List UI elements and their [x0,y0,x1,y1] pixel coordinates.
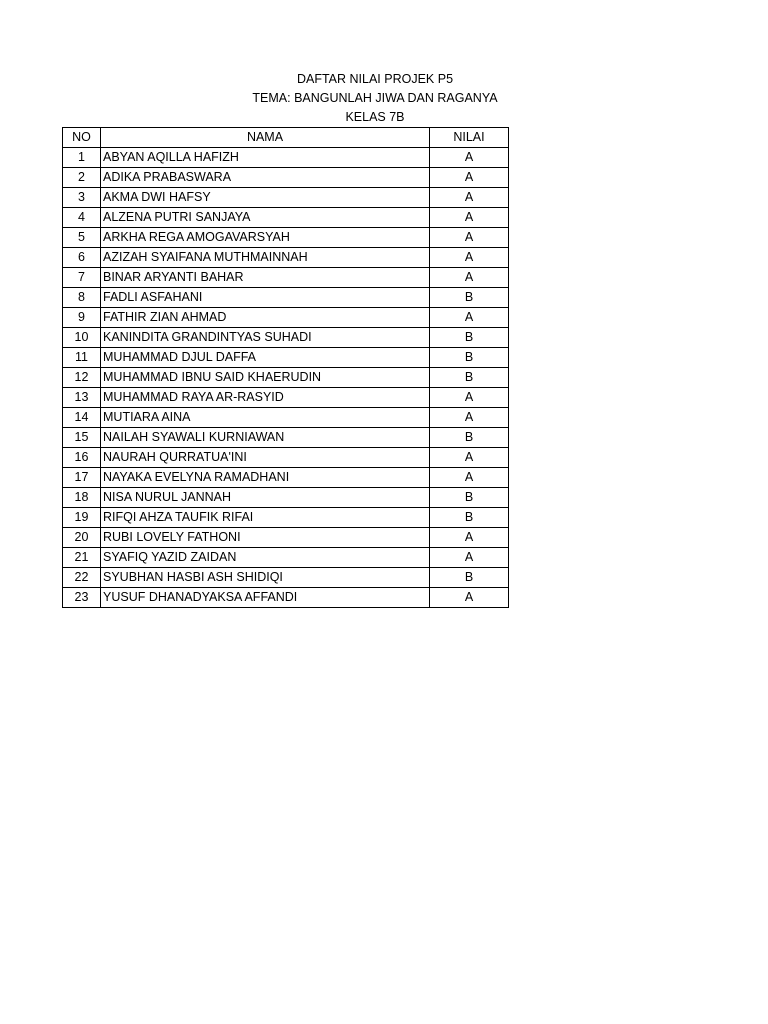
cell-no: 6 [63,248,101,268]
cell-nama: SYUBHAN HASBI ASH SHIDIQI [101,568,430,588]
cell-no: 19 [63,508,101,528]
table-row [63,188,509,208]
table-row [63,448,509,468]
cell-no: 13 [63,388,101,408]
cell-nilai: A [430,468,509,488]
cell-nama: ABYAN AQILLA HAFIZH [101,148,430,168]
table-row [63,528,509,548]
cell-no: 18 [63,488,101,508]
cell-nama: AKMA DWI HAFSY [101,188,430,208]
cell-nama: MUTIARA AINA [101,408,430,428]
cell-nilai: A [430,528,509,548]
cell-nilai: A [430,168,509,188]
cell-nilai: A [430,588,509,608]
table-row [63,548,509,568]
cell-nilai: A [430,188,509,208]
cell-nama: AZIZAH SYAIFANA MUTHMAINNAH [101,248,430,268]
cell-nama: RUBI LOVELY FATHONI [101,528,430,548]
cell-no: 12 [63,368,101,388]
table-row [63,148,509,168]
cell-no: 11 [63,348,101,368]
cell-nilai: A [430,228,509,248]
cell-no: 4 [63,208,101,228]
table-row [63,168,509,188]
cell-no: 10 [63,328,101,348]
cell-nama: MUHAMMAD RAYA AR-RASYID [101,388,430,408]
table-body [63,148,509,608]
table-row [63,308,509,328]
cell-nilai: A [430,248,509,268]
cell-no: 5 [63,228,101,248]
cell-nilai: B [430,348,509,368]
document-theme: TEMA: BANGUNLAH JIWA DAN RAGANYA [252,91,498,105]
cell-nama: ADIKA PRABASWARA [101,168,430,188]
cell-nilai: A [430,548,509,568]
cell-nilai: A [430,448,509,468]
cell-nama: YUSUF DHANADYAKSA AFFANDI [101,588,430,608]
cell-nama: FATHIR ZIAN AHMAD [101,308,430,328]
cell-nilai: B [430,488,509,508]
table-row [63,248,509,268]
table-row [63,348,509,368]
cell-nilai: B [430,288,509,308]
cell-nama: NAILAH SYAWALI KURNIAWAN [101,428,430,448]
column-header-nama: NAMA [101,128,430,148]
cell-nilai: A [430,408,509,428]
table-row [63,428,509,448]
cell-no: 1 [63,148,101,168]
table-row [63,328,509,348]
cell-nama: MUHAMMAD IBNU SAID KHAERUDIN [101,368,430,388]
table-header-row [63,128,509,148]
table-row [63,488,509,508]
cell-nama: MUHAMMAD DJUL DAFFA [101,348,430,368]
cell-nilai: B [430,368,509,388]
table-row [63,568,509,588]
cell-nama: RIFQI AHZA TAUFIK RIFAI [101,508,430,528]
cell-no: 22 [63,568,101,588]
cell-nilai: A [430,148,509,168]
cell-nilai: A [430,208,509,228]
document-header [100,70,650,127]
cell-no: 8 [63,288,101,308]
cell-no: 23 [63,588,101,608]
table-row [63,208,509,228]
cell-nama: BINAR ARYANTI BAHAR [101,268,430,288]
cell-nilai: B [430,508,509,528]
table-row [63,408,509,428]
cell-no: 17 [63,468,101,488]
cell-no: 14 [63,408,101,428]
cell-no: 16 [63,448,101,468]
table-row [63,588,509,608]
cell-no: 3 [63,188,101,208]
cell-nilai: A [430,268,509,288]
document-class: KELAS 7B [345,110,405,124]
cell-nilai: B [430,328,509,348]
cell-no: 9 [63,308,101,328]
grade-table [62,127,509,608]
table-row [63,268,509,288]
cell-nama: KANINDITA GRANDINTYAS SUHADI [101,328,430,348]
table-row [63,468,509,488]
cell-nilai: A [430,388,509,408]
cell-nama: NAURAH QURRATUA'INI [101,448,430,468]
table-row [63,368,509,388]
cell-no: 7 [63,268,101,288]
cell-nilai: B [430,428,509,448]
cell-no: 15 [63,428,101,448]
column-header-no: NO [63,128,101,148]
cell-nama: NAYAKA EVELYNA RAMADHANI [101,468,430,488]
cell-no: 21 [63,548,101,568]
document-title: DAFTAR NILAI PROJEK P5 [296,72,454,86]
cell-no: 2 [63,168,101,188]
cell-nama: FADLI ASFAHANI [101,288,430,308]
table-row [63,388,509,408]
cell-nama: NISA NURUL JANNAH [101,488,430,508]
cell-nama: ARKHA REGA AMOGAVARSYAH [101,228,430,248]
cell-no: 20 [63,528,101,548]
cell-nilai: A [430,308,509,328]
table-row [63,228,509,248]
column-header-nilai: NILAI [430,128,509,148]
cell-nama: ALZENA PUTRI SANJAYA [101,208,430,228]
cell-nama: SYAFIQ YAZID ZAIDAN [101,548,430,568]
table-row [63,288,509,308]
cell-nilai: B [430,568,509,588]
table-row [63,508,509,528]
